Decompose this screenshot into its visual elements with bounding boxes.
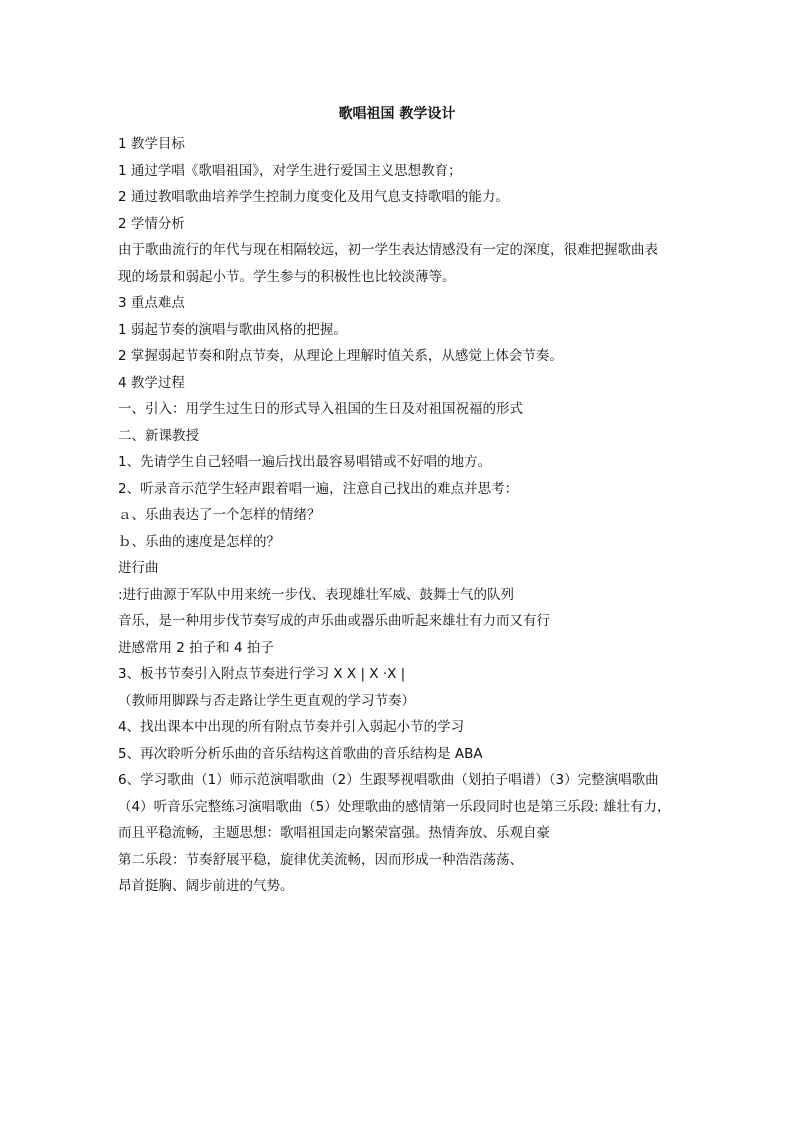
- paragraph-line: 昂首挺胸、阔步前进的气势。: [118, 878, 294, 894]
- paragraph-line: 现的场景和弱起小节。学生参与的积极性也比较淡薄等。: [118, 268, 456, 285]
- paragraph-line: 2 通过教唱歌曲培养学生控制力度变化及用气息支持歌唱的能力。: [118, 189, 509, 205]
- paragraph-line: 由于歌曲流行的年代与现在相隔较远，初一学生表达情感没有一定的深度，很难把握歌曲表: [118, 242, 658, 258]
- paragraph-line: 1、先请学生自己轻唱一遍后找出最容易唱错或不好唱的地方。: [118, 454, 492, 470]
- paragraph-line: 3、板书节奏引入附点节奏进行学习 X X | X ·X |: [118, 666, 406, 682]
- paragraph-line: 二、新课教授: [118, 427, 199, 444]
- paragraph-line: 音乐，是一种用步伐节奏写成的声乐曲或器乐曲听起来雄壮有力而又有行: [118, 613, 550, 629]
- paragraph-line: 2 掌握弱起节奏和附点节奏，从理论上理解时值关系，从感觉上体会节奏。: [118, 348, 563, 364]
- paragraph-line: 4 教学过程: [118, 374, 185, 391]
- paragraph-line: 1 弱起节奏的演唱与歌曲风格的把握。: [118, 321, 347, 338]
- paragraph-line: 2、听录音示范学生轻声跟着唱一遍，注意自己找出的难点并思考：: [118, 480, 519, 497]
- paragraph-line: 第二乐段：节奏舒展平稳，旋律优美流畅，因而形成一种浩浩荡荡、: [118, 851, 523, 868]
- document-title: 歌唱祖国 教学设计: [338, 106, 456, 122]
- paragraph-line: 5、再次聆听分析乐曲的音乐结构这首歌曲的音乐结构是 ABA: [118, 745, 483, 762]
- paragraph-line: 一、引入：用学生过生日的形式导入祖国的生日及对祖国祝福的形式: [118, 401, 523, 417]
- paragraph-line: 4、找出课本中出现的所有附点节奏并引入弱起小节的学习: [118, 719, 465, 735]
- paragraph-line: 2 学情分析: [118, 215, 185, 232]
- paragraph-line: ｂ、乐曲的速度是怎样的？: [118, 533, 280, 550]
- paragraph-line: 而且平稳流畅，主题思想：歌唱祖国走向繁荣富强。热情奔放、乐观自豪: [118, 825, 550, 841]
- paragraph-line: 进行曲: [118, 560, 159, 576]
- paragraph-line: 1 通过学唱《歌唱祖国》，对学生进行爱国主义思想教育；: [118, 162, 462, 179]
- paragraph-line: :进行曲源于军队中用来统一步伐、表现雄壮军威、鼓舞士气的队列: [118, 586, 515, 603]
- paragraph-line: （教师用脚跺与否走路让学生更直观的学习节奏）: [118, 692, 415, 709]
- paragraph-line: 1 教学目标: [118, 136, 185, 152]
- paragraph-line: 6、学习歌曲（1）师示范演唱歌曲（2）生跟琴视唱歌曲（划拍子唱谱）（3）完整演唱歌曲: [118, 772, 659, 788]
- paragraph-line: ａ、乐曲表达了一个怎样的情绪？: [118, 507, 321, 523]
- paragraph-line: 3 重点难点: [118, 295, 185, 311]
- document-body: [118, 131, 688, 900]
- paragraph-line: （4）听音乐完整练习演唱歌曲（5）处理歌曲的感情第一乐段同时也是第三乐段: 雄壮有力，: [118, 798, 671, 815]
- paragraph-line: 进感常用 2 拍子和 4 拍子: [118, 639, 274, 656]
